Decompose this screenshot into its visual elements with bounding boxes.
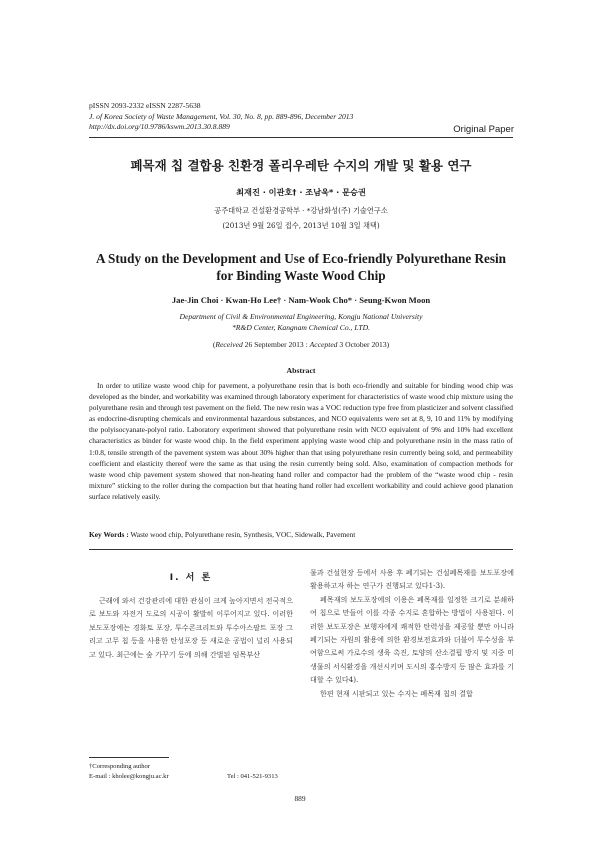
footnote-email: E-mail : kholee@kongju.ac.kr bbox=[89, 773, 169, 780]
header-rule bbox=[89, 137, 513, 138]
body-paragraph: 폐목재의 보도포장에의 이용은 폐목재를 일정한 크기로 분쇄하여 칩으로 만들어 이를 각종 수지로 혼합하는 방법이 사용된다. 이러한 보도포장은 보행자에게 쾌적한 탄력성을 제공할 뿐만 아니라 폐기되는 자원의 활용에 의한 환경보전효과와 더불어 투수성을 부여함으로써 가로수의 생육 촉진, 토양의 산소결핍 방지 및 지중 미생물의 서식환경을 개선시키며 도시의 홍수방지 등 많은 효과를 기대할 수 있다4). bbox=[310, 594, 514, 685]
english-affiliation bbox=[89, 312, 513, 333]
keywords bbox=[89, 530, 513, 539]
english-affiliation-line-2: *R&D Center, Kangnam Chemical Co., LTD. bbox=[231, 322, 370, 332]
doi-link[interactable]: http://dx.doi.org/10.9786/kswm.2013.30.8.889 bbox=[89, 122, 230, 131]
keywords-label: Key Words : bbox=[89, 530, 129, 539]
footnote bbox=[89, 762, 299, 782]
body-paragraph: 근래에 와서 건강관리에 대한 관심이 크게 높아지면서 전국적으로 보도와 자전거 도로의 시공이 활발히 이루어지고 있다. 이러한 보도포장에는 경화토 포장, 투수콘크리트와 투수아스팔트 포장 그리고 고무 칩 등을 사용한 탄성포장 등 새로운 공법이 널리 사용되고 있다. 최근에는 숲 가꾸기 등에 의해 간벌된 임목부산 bbox=[89, 596, 293, 659]
abstract-text: In order to utilize waste wood chip for pavement, a polyurethane resin that is both eco-friendly and suitable for binding wood chip was developed as the binder, and workability was examined through laboratory experiment for characteristics of waste wood chip mixture using the polyurethane resin and through test pavement on the field. The new resin was a VOC reduction type free from plasticizer and solvent classified as endocrine-disrupting chemicals and environmental hazardous substances, and NCO equivalents were set at 8, 9, 10 and 11% by modifying the polyisocyanate-polyol ratio. Laboratory experiment showed that polyurethane resin with NCO equivalent of 9% and 10% had excellent characteristics as binder for waste wood chip. In the field experiment applying waste wood chip and polyurethane resin in the mass ratio of 1:0.8, tensile strength of the pavement system was about 30% higher than that using polyurethane resin currently being sold, and permeability coefficient and elasticity thereof were the same as that using the resin currently being sold. Also, examination of compaction methods for waste wood chip pavement system showed that non-heating hand roller and compactor had the problem of the “waste wood chip - resin mixture” sticking to the roller during the compaction but that heating hand roller had excellent workability and could achieve good planation surface relatively easily. bbox=[89, 381, 513, 501]
footnote-mark: † bbox=[89, 763, 93, 770]
accepted-date: 3 October 2013 bbox=[339, 340, 387, 349]
korean-affiliation: 공주대학교 건설환경공학부 · *강남화성(주) 기술연구소 bbox=[214, 206, 388, 215]
accepted-label: Accepted bbox=[309, 340, 338, 349]
section-heading: I. 서 론 bbox=[169, 573, 213, 583]
english-title-line-1: A Study on the Development and Use of Eco-friendly Polyurethane Resin bbox=[95, 251, 507, 266]
received-label: Received bbox=[215, 340, 243, 349]
body-paragraph: 한편 현재 시판되고 있는 수지는 폐목재 칩의 결합 bbox=[320, 688, 473, 698]
footnote-rule bbox=[89, 757, 169, 758]
english-affiliation-line-1: Department of Civil & Environmental Engineering, Kongju National University bbox=[179, 312, 423, 321]
abstract-heading: Abstract bbox=[286, 366, 316, 375]
korean-authors: 최재진 · 이관호† · 조남욱* · 문승권 bbox=[236, 187, 366, 197]
footnote-tel: Tel : 041-521-9313 bbox=[227, 773, 278, 780]
english-title bbox=[89, 250, 513, 284]
korean-dates: (2013년 9월 26일 접수, 2013년 10월 3일 채택) bbox=[222, 221, 380, 230]
journal-citation: J. of Korea Society of Waste Management, Vol. 30, No. 8, pp. 889-896, December 2013 bbox=[89, 111, 354, 121]
body-paragraph: 물과 건설현장 등에서 사용 후 폐기되는 건설폐목재를 보도포장에 활용하고자 하는 연구가 진행되고 있다1-3). bbox=[310, 568, 514, 591]
english-dates: (Received 26 September 2013 : Accepted 3 October 2013) bbox=[212, 340, 390, 349]
page-number: 889 bbox=[294, 794, 306, 803]
abstract-rule bbox=[89, 549, 513, 550]
issn-line: pISSN 2093-2332 eISSN 2287-5638 bbox=[89, 101, 201, 110]
received-date: 26 September 2013 bbox=[244, 340, 304, 349]
body-left-column bbox=[89, 594, 293, 661]
english-authors: Jae-Jin Choi · Kwan-Ho Lee† · Nam-Wook Cho* · Seung-Kwon Moon bbox=[171, 295, 431, 305]
keywords-text: Waste wood chip, Polyurethane resin, Synthesis, VOC, Sidewalk, Pavement bbox=[130, 530, 356, 539]
article-type-badge: Original Paper bbox=[453, 124, 514, 135]
body-right-column bbox=[310, 566, 514, 700]
english-title-line-2: for Binding Waste Wood Chip bbox=[216, 268, 386, 283]
footnote-author: Corresponding author bbox=[92, 763, 150, 770]
korean-title: 폐목재 칩 결합용 친환경 폴리우레탄 수지의 개발 및 활용 연구 bbox=[130, 158, 472, 173]
